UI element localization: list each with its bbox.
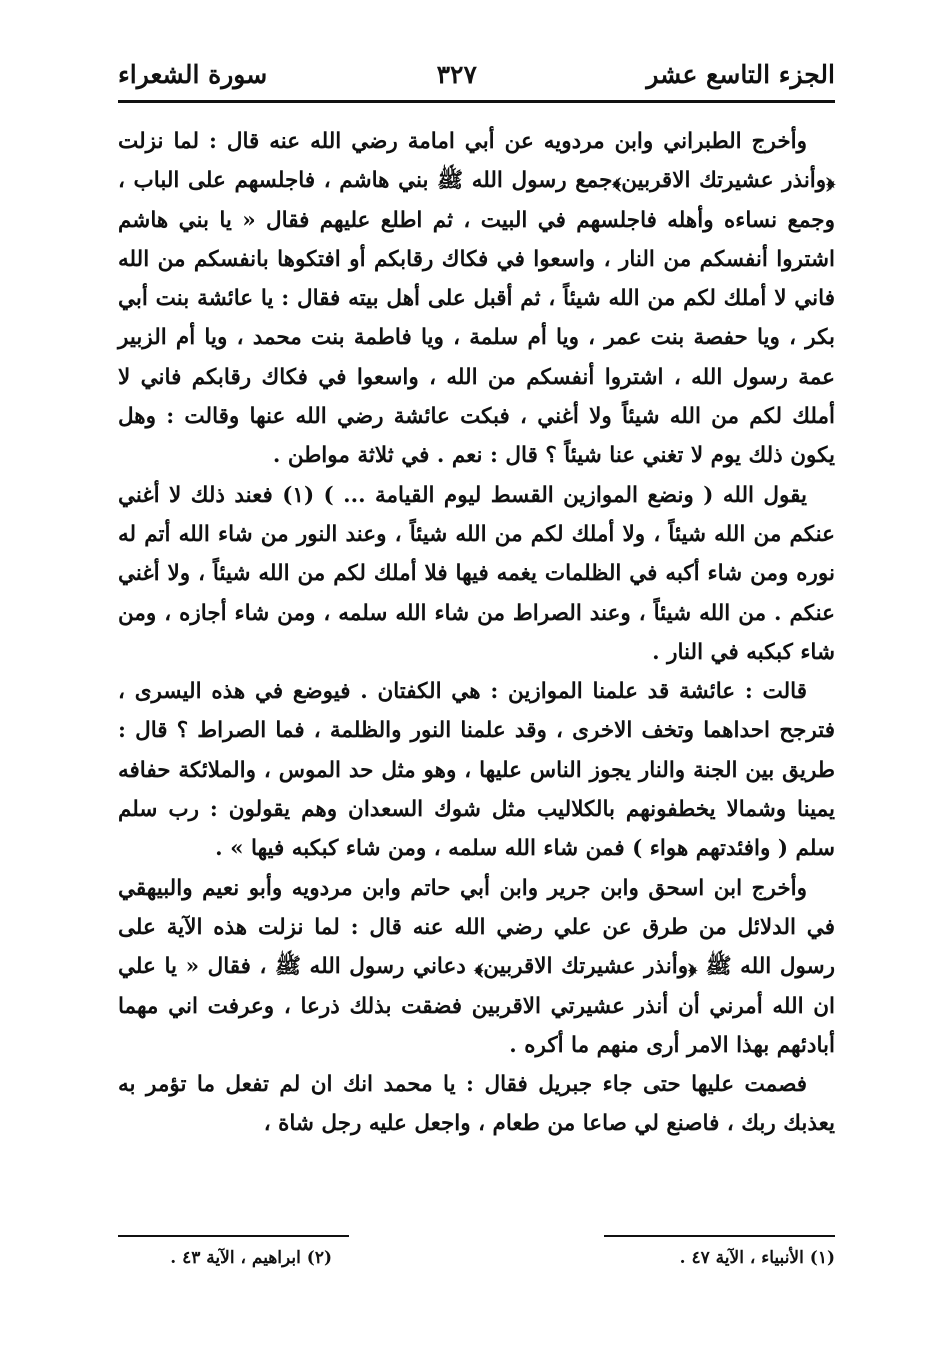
footnote-2: (٢) ابراهيم ، الآية ٤٣ . xyxy=(170,1248,332,1268)
part-title: الجزء التاسع عشر xyxy=(646,59,835,89)
paragraph: قالت : عائشة قد علمنا الموازين : هي الكفتان . فيوضع في هذه اليسرى ، فترجح احداهما وتخف الاخرى ، وقد علمنا النور والظلمة ، فما الصراط ؟ قال : طريق بين الجنة والنار يجوز الناس عليها ، وهو مثل حد الموس ، والملائكة حفافه يمينا وشمالا يخطفونهم بالكلاليب مثل شوك السعدان وهم يقولون : رب سلم سلم ( وافئدتهم هواء ) فمن شاء الله سلمه ، ومن شاء كبكبه فيها » . xyxy=(118,679,835,862)
footnote-divider-left xyxy=(118,1235,349,1237)
paragraph: وأخرج الطبراني وابن مردويه عن أبي امامة رضي الله عنه قال : لما نزلت ﴿وأنذر عشيرتك الاقربين﴾جمع رسول الله ﷺ بني هاشم ، فاجلسهم على الباب ، وجمع نساءه وأهله فاجلسهم في البيت ، ثم اطلع عليهم فقال « يا بني هاشم اشتروا أنفسكم من النار ، واسعوا في فكاك رقابكم أو افتكوها بانفسكم من الله فاني لا أملك لكم من الله شيئاً ، ثم أقبل على أهل بيته فقال : يا عائشة بنت أبي بكر ، ويا حفصة بنت عمر ، ويا أم سلمة ، ويا فاطمة بنت محمد ، ويا أم الزبير عمة رسول الله ، اشتروا أنفسكم من الله ، واسعوا في فكاك رقابكم فاني لا أملك لكم من الله شيئاً ولا أغني ، فبكت عائشة رضي الله عنها وقالت : وهل يكون ذلك يوم لا تغني عنا شيئاً ؟ قال : نعم . في ثلاثة مواطن . xyxy=(118,129,835,469)
paragraph: فصمت عليها حتى جاء جبريل فقال : يا محمد انك ان لم تفعل ما تؤمر به يعذبك ربك ، فاصنع لي صاعا من طعام ، واجعل عليه رجل شاة ، xyxy=(118,1072,835,1137)
footnote-divider-right xyxy=(604,1235,835,1237)
main-text xyxy=(118,122,835,1144)
page-number: ٣٢٧ xyxy=(436,59,477,89)
paragraph: وأخرج ابن اسحق وابن جرير وابن أبي حاتم وابن مردويه وأبو نعيم والبيهقي في الدلائل من طرق عن علي رضي الله عنه قال : لما نزلت هذه الآية على رسول الله ﷺ ﴿وأنذر عشيرتك الاقربين﴾ دعاني رسول الله ﷺ ، فقال « يا علي ان الله أمرني أن أنذر عشيرتي الاقربين فضقت بذلك ذرعا ، وعرفت اني مهما أبادئهم بهذا الامر أرى منهم ما أكره . xyxy=(118,875,835,1058)
paragraph: يقول الله ( ونضع الموازين القسط ليوم القيامة ... ) (١) فعند ذلك لا أغني عنكم من الله شيئاً ، ولا أملك لكم من الله شيئاً ، وعند النور من شاء الله أتم له نوره ومن شاء أكبه في الظلمات يغمه فيها فلا أملك لكم من الله شيئاً ، ولا أغني عنكم . من الله شيئاً ، وعند الصراط من شاء الله سلمه ، ومن شاء أجازه ، ومن شاء كبكبه في النار . xyxy=(118,482,835,665)
page-header xyxy=(118,52,835,96)
footnote-1: (١) الأنبياء ، الآية ٤٧ . xyxy=(679,1248,835,1268)
surah-title: سورة الشعراء xyxy=(118,59,268,89)
header-divider xyxy=(118,100,835,103)
